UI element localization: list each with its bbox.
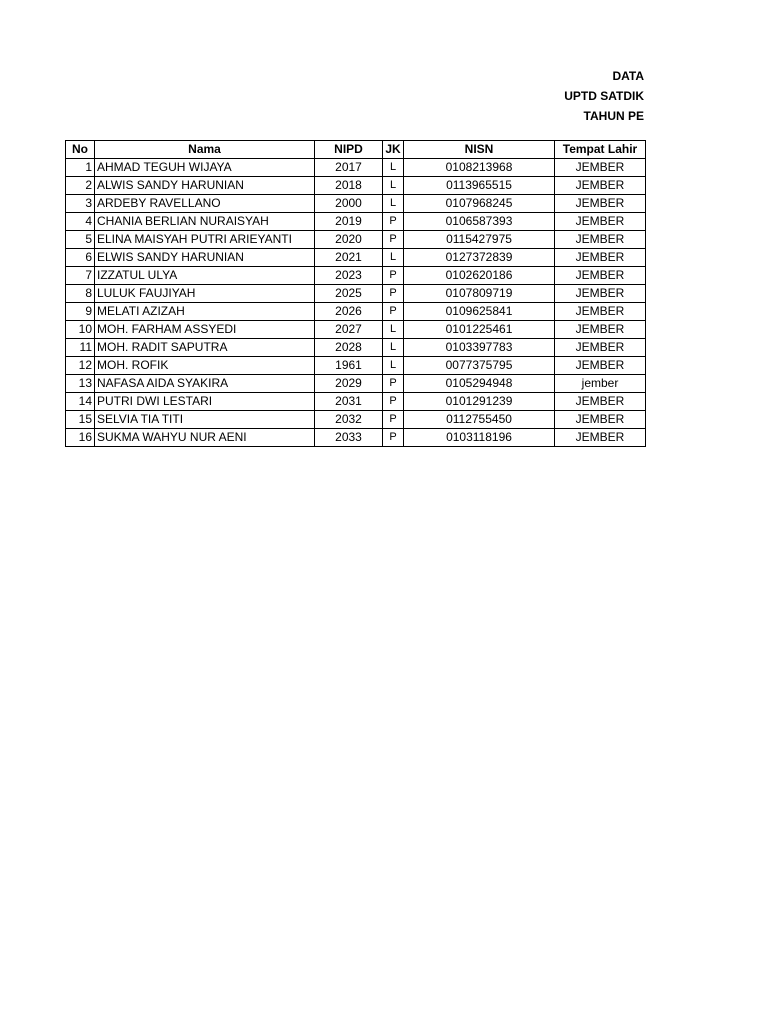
cell-tempat-lahir: JEMBER: [555, 285, 646, 303]
header-year: TAHUN PE: [583, 109, 644, 123]
cell-nama: SUKMA WAHYU NUR AENI: [95, 429, 315, 447]
cell-no: 4: [66, 213, 95, 231]
cell-no: 15: [66, 411, 95, 429]
cell-no: 3: [66, 195, 95, 213]
cell-nisn: 0127372839: [404, 249, 555, 267]
cell-jk: L: [383, 195, 404, 213]
cell-nama: CHANIA BERLIAN NURAISYAH: [95, 213, 315, 231]
cell-nisn: 0101225461: [404, 321, 555, 339]
table-row: [66, 375, 646, 393]
cell-nama: MOH. FARHAM ASSYEDI: [95, 321, 315, 339]
cell-nama: ALWIS SANDY HARUNIAN: [95, 177, 315, 195]
cell-tempat-lahir: JEMBER: [555, 159, 646, 177]
table-row: [66, 249, 646, 267]
cell-nipd: 2017: [315, 159, 383, 177]
table-header-row: [66, 141, 646, 159]
student-data-table: [65, 140, 646, 447]
cell-nisn: 0108213968: [404, 159, 555, 177]
cell-nisn: 0112755450: [404, 411, 555, 429]
cell-no: 8: [66, 285, 95, 303]
cell-tempat-lahir: JEMBER: [555, 303, 646, 321]
column-header-no: No: [66, 141, 95, 159]
cell-nipd: 2000: [315, 195, 383, 213]
cell-nipd: 2032: [315, 411, 383, 429]
header-title: DATA: [612, 69, 644, 83]
cell-tempat-lahir: JEMBER: [555, 393, 646, 411]
table-row: [66, 357, 646, 375]
cell-nisn: 0109625841: [404, 303, 555, 321]
cell-nisn: 0077375795: [404, 357, 555, 375]
table-row: [66, 231, 646, 249]
cell-nisn: 0105294948: [404, 375, 555, 393]
cell-nipd: 2029: [315, 375, 383, 393]
cell-nipd: 2019: [315, 213, 383, 231]
cell-nama: IZZATUL ULYA: [95, 267, 315, 285]
table-row: [66, 195, 646, 213]
cell-jk: L: [383, 249, 404, 267]
cell-nama: MELATI AZIZAH: [95, 303, 315, 321]
cell-tempat-lahir: JEMBER: [555, 321, 646, 339]
cell-tempat-lahir: JEMBER: [555, 231, 646, 249]
cell-nipd: 2028: [315, 339, 383, 357]
cell-nama: ARDEBY RAVELLANO: [95, 195, 315, 213]
cell-tempat-lahir: JEMBER: [555, 195, 646, 213]
cell-nisn: 0107968245: [404, 195, 555, 213]
cell-nipd: 1961: [315, 357, 383, 375]
column-header-nipd: NIPD: [315, 141, 383, 159]
table-row: [66, 177, 646, 195]
header-institution: UPTD SATDIK: [564, 89, 644, 103]
cell-nama: LULUK FAUJIYAH: [95, 285, 315, 303]
cell-jk: L: [383, 321, 404, 339]
cell-jk: L: [383, 177, 404, 195]
cell-jk: P: [383, 303, 404, 321]
cell-no: 2: [66, 177, 95, 195]
cell-no: 16: [66, 429, 95, 447]
table-row: [66, 339, 646, 357]
cell-nipd: 2031: [315, 393, 383, 411]
cell-jk: P: [383, 393, 404, 411]
cell-no: 5: [66, 231, 95, 249]
cell-no: 13: [66, 375, 95, 393]
cell-nisn: 0106587393: [404, 213, 555, 231]
table-body: [66, 159, 646, 447]
cell-no: 7: [66, 267, 95, 285]
column-header-nama: Nama: [95, 141, 315, 159]
cell-no: 1: [66, 159, 95, 177]
table-row: [66, 267, 646, 285]
cell-tempat-lahir: JEMBER: [555, 357, 646, 375]
cell-nipd: 2023: [315, 267, 383, 285]
cell-nama: NAFASA AIDA SYAKIRA: [95, 375, 315, 393]
cell-jk: P: [383, 267, 404, 285]
cell-nama: SELVIA TIA TITI: [95, 411, 315, 429]
table-row: [66, 213, 646, 231]
cell-tempat-lahir: JEMBER: [555, 249, 646, 267]
cell-no: 6: [66, 249, 95, 267]
table-row: [66, 285, 646, 303]
cell-tempat-lahir: JEMBER: [555, 429, 646, 447]
cell-nisn: 0113965515: [404, 177, 555, 195]
cell-nipd: 2027: [315, 321, 383, 339]
cell-nisn: 0107809719: [404, 285, 555, 303]
cell-jk: P: [383, 375, 404, 393]
cell-tempat-lahir: JEMBER: [555, 177, 646, 195]
table-row: [66, 429, 646, 447]
cell-jk: P: [383, 231, 404, 249]
cell-nama: MOH. ROFIK: [95, 357, 315, 375]
cell-tempat-lahir: JEMBER: [555, 411, 646, 429]
cell-nama: MOH. RADIT SAPUTRA: [95, 339, 315, 357]
table-row: [66, 411, 646, 429]
table-row: [66, 393, 646, 411]
cell-tempat-lahir: JEMBER: [555, 339, 646, 357]
cell-nama: AHMAD TEGUH WIJAYA: [95, 159, 315, 177]
cell-jk: P: [383, 429, 404, 447]
cell-nisn: 0102620186: [404, 267, 555, 285]
cell-jk: L: [383, 339, 404, 357]
cell-jk: P: [383, 411, 404, 429]
cell-jk: L: [383, 159, 404, 177]
table-row: [66, 303, 646, 321]
cell-tempat-lahir: jember: [555, 375, 646, 393]
cell-nipd: 2026: [315, 303, 383, 321]
cell-nama: PUTRI DWI LESTARI: [95, 393, 315, 411]
cell-no: 9: [66, 303, 95, 321]
cell-no: 12: [66, 357, 95, 375]
cell-nama: ELINA MAISYAH PUTRI ARIEYANTI: [95, 231, 315, 249]
cell-nipd: 2025: [315, 285, 383, 303]
document-header: [564, 66, 644, 126]
cell-nisn: 0103118196: [404, 429, 555, 447]
cell-no: 10: [66, 321, 95, 339]
cell-nisn: 0101291239: [404, 393, 555, 411]
cell-nipd: 2021: [315, 249, 383, 267]
column-header-jk: JK: [383, 141, 404, 159]
cell-tempat-lahir: JEMBER: [555, 267, 646, 285]
table-row: [66, 159, 646, 177]
cell-tempat-lahir: JEMBER: [555, 213, 646, 231]
cell-no: 11: [66, 339, 95, 357]
column-header-tempat-lahir: Tempat Lahir: [555, 141, 646, 159]
table-row: [66, 321, 646, 339]
cell-nisn: 0115427975: [404, 231, 555, 249]
cell-jk: P: [383, 285, 404, 303]
column-header-nisn: NISN: [404, 141, 555, 159]
cell-nipd: 2020: [315, 231, 383, 249]
cell-nipd: 2033: [315, 429, 383, 447]
cell-nisn: 0103397783: [404, 339, 555, 357]
cell-no: 14: [66, 393, 95, 411]
cell-jk: P: [383, 213, 404, 231]
cell-jk: L: [383, 357, 404, 375]
cell-nama: ELWIS SANDY HARUNIAN: [95, 249, 315, 267]
cell-nipd: 2018: [315, 177, 383, 195]
